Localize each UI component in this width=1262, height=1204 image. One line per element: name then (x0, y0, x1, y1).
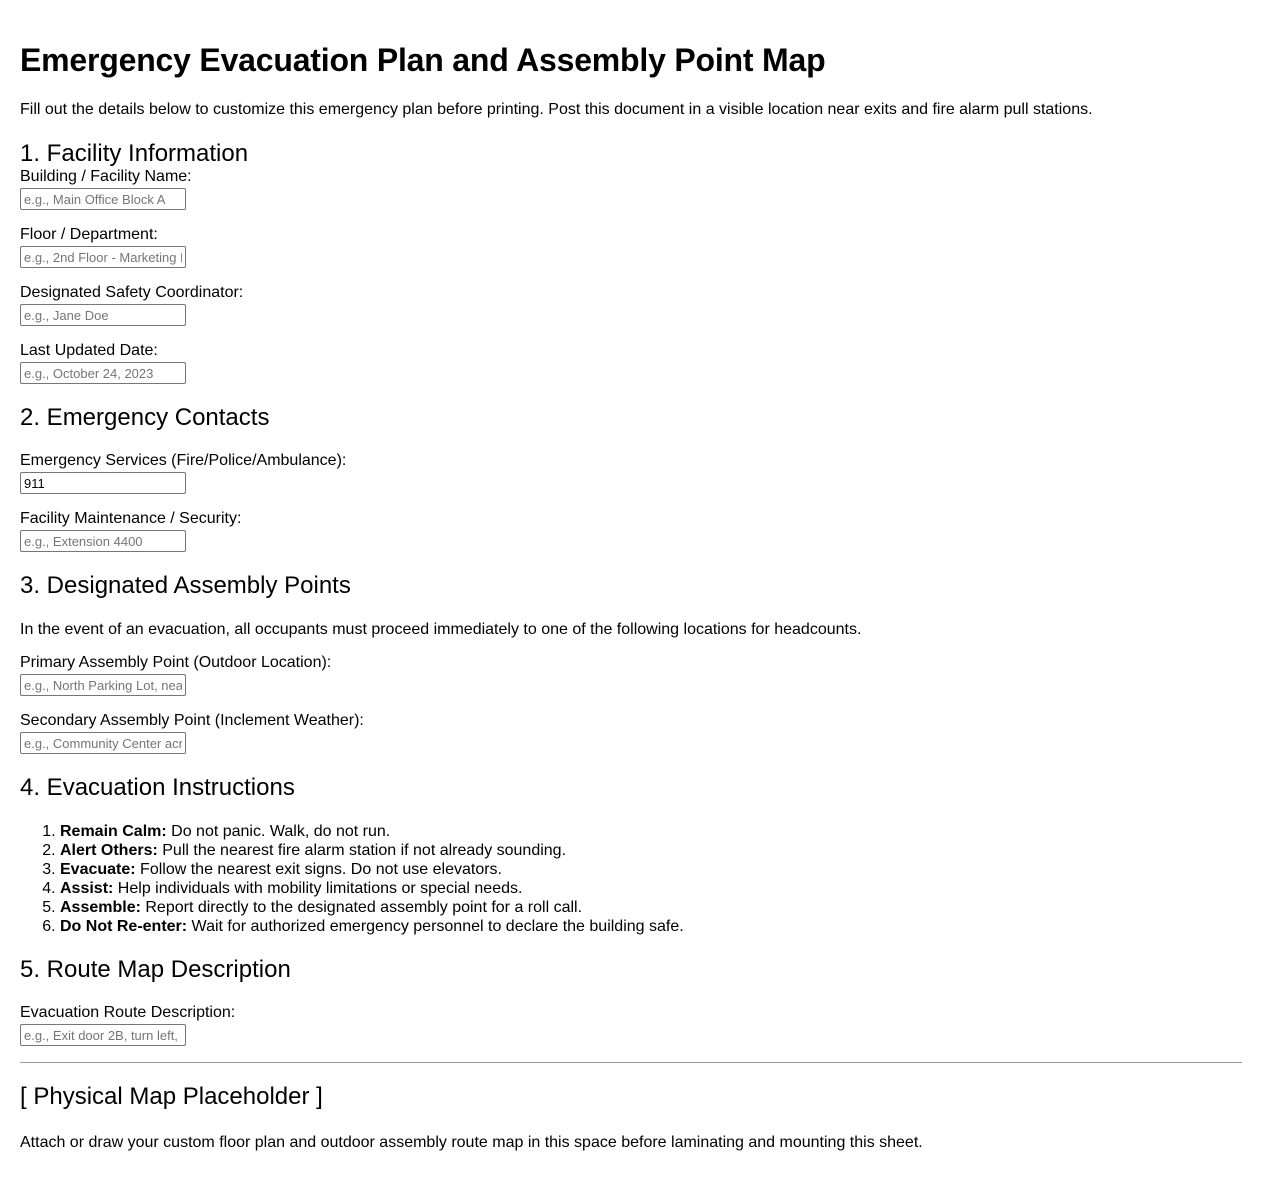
primary-assembly-input[interactable] (20, 674, 186, 696)
step-text: Pull the nearest fire alarm station if not already sounding. (157, 842, 567, 859)
section-heading-contacts: 2. Emergency Contacts (20, 404, 270, 431)
step-term: Do Not Re-enter: (60, 918, 188, 935)
section-heading-assembly: 3. Designated Assembly Points (20, 572, 351, 599)
field-label: Secondary Assembly Point (Inclement Weather): (20, 712, 364, 729)
field-label: Floor / Department: (20, 226, 158, 243)
step-term: Assemble: (60, 899, 141, 916)
field-primary-assembly (20, 654, 1242, 696)
route-description-input[interactable] (20, 1024, 186, 1046)
secondary-assembly-input[interactable] (20, 732, 186, 754)
step-text: Report directly to the designated assembly point for a roll call. (140, 899, 583, 916)
field-last-updated (20, 342, 1242, 384)
field-label: Designated Safety Coordinator: (20, 284, 244, 301)
step-text: Help individuals with mobility limitations or special needs. (113, 880, 523, 897)
field-facility-name (20, 168, 1242, 210)
field-label: Evacuation Route Description: (20, 1004, 236, 1021)
section-divider (20, 1062, 1242, 1063)
list-item (60, 879, 1242, 898)
instruction-list (20, 822, 1242, 936)
section-heading-instructions: 4. Evacuation Instructions (20, 774, 295, 801)
list-item (60, 822, 1242, 841)
emergency-services-input[interactable] (20, 472, 186, 494)
field-floor-department (20, 226, 1242, 268)
step-text: Follow the nearest exit signs. Do not use elevators. (135, 861, 502, 878)
maintenance-security-input[interactable] (20, 530, 186, 552)
safety-coordinator-input[interactable] (20, 304, 186, 326)
field-emergency-services (20, 452, 1242, 494)
field-maintenance-security (20, 510, 1242, 552)
assembly-note: In the event of an evacuation, all occupants must proceed immediately to one of the following locations for headcounts. (20, 621, 862, 638)
section-heading-facility: 1. Facility Information (20, 140, 249, 167)
intro-text: Fill out the details below to customize this emergency plan before printing. Post this document in a visible location near exits and fire alarm pull stations. (20, 101, 1093, 118)
section-heading-route: 5. Route Map Description (20, 956, 291, 983)
map-placeholder-text: Attach or draw your custom floor plan and outdoor assembly route map in this space before laminating and mounting this sheet. (20, 1134, 923, 1151)
step-text: Wait for authorized emergency personnel to declare the building safe. (187, 918, 684, 935)
field-route-description (20, 1004, 1242, 1046)
page-title: Emergency Evacuation Plan and Assembly Point Map (20, 42, 826, 78)
list-item (60, 898, 1242, 917)
step-text: Do not panic. Walk, do not run. (166, 823, 391, 840)
list-item (60, 917, 1242, 936)
step-term: Alert Others: (60, 842, 158, 859)
field-label: Emergency Services (Fire/Police/Ambulance): (20, 452, 347, 469)
step-term: Remain Calm: (60, 823, 167, 840)
map-placeholder-heading: [ Physical Map Placeholder ] (20, 1083, 323, 1110)
list-item (60, 860, 1242, 879)
list-item (60, 841, 1242, 860)
field-safety-coordinator (20, 284, 1242, 326)
field-label: Primary Assembly Point (Outdoor Location): (20, 654, 332, 671)
facility-name-input[interactable] (20, 188, 186, 210)
step-term: Assist: (60, 880, 114, 897)
floor-department-input[interactable] (20, 246, 186, 268)
field-label: Building / Facility Name: (20, 168, 192, 185)
step-term: Evacuate: (60, 861, 136, 878)
field-label: Last Updated Date: (20, 342, 158, 359)
last-updated-input[interactable] (20, 362, 186, 384)
field-secondary-assembly (20, 712, 1242, 754)
field-label: Facility Maintenance / Security: (20, 510, 242, 527)
